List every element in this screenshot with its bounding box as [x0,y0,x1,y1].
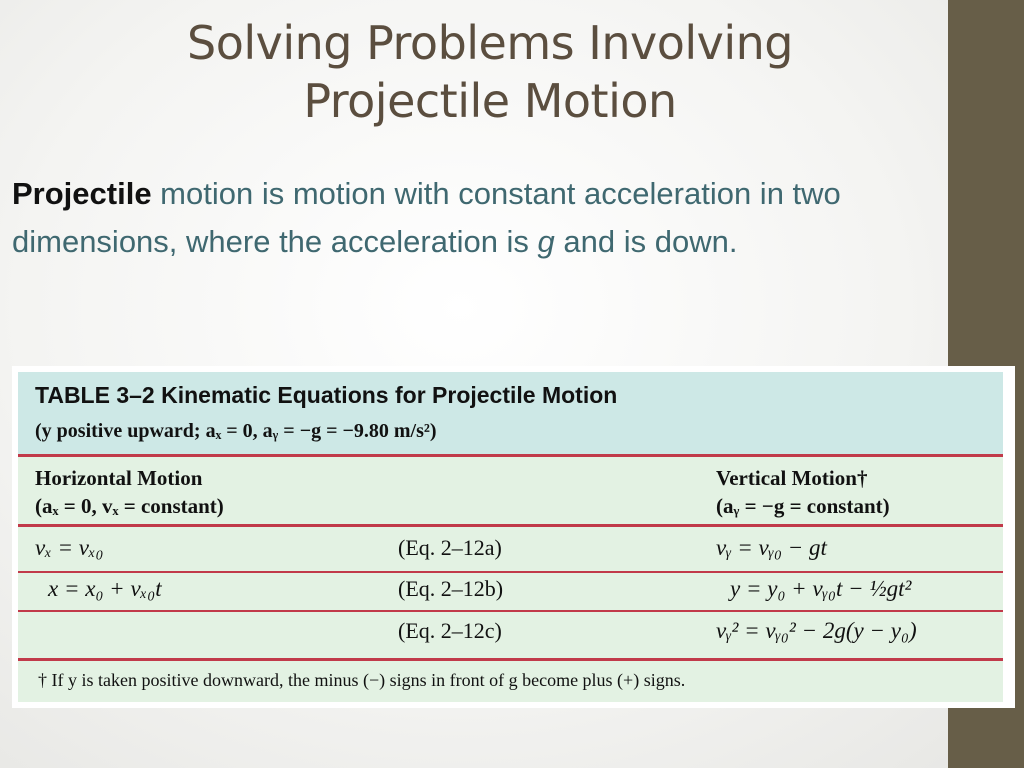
table-row-2-horizontal: x = x₀ + vₓ₀t [48,576,162,601]
table-rule [18,571,1003,573]
paragraph-text-part1: motion is motion with constant acceleration in two dimensions, where the acceleration is [12,176,841,259]
table-rule [18,454,1003,457]
horizontal-heading-text: Horizontal Motion [35,466,203,490]
table-subtitle: (y positive upward; aₓ = 0, aᵧ = −g = −9.80 m/s²) [35,420,437,442]
table-footnote: † If y is taken positive downward, the minus (−) signs in front of g become plus (+) signs. [38,670,686,690]
table-row-1-vertical: vᵧ = vᵧ₀ − gt [716,535,827,560]
table-rule [18,658,1003,661]
paragraph-italic-g: g [537,224,555,259]
paragraph-bold-word: Projectile [12,176,152,211]
slide-title-line1: Solving Problems Involving [187,16,793,70]
table-row-2-ref: (Eq. 2–12b) [398,576,504,601]
vertical-motion-heading [716,464,890,520]
table-row-3-ref: (Eq. 2–12c) [398,618,502,643]
slide-title [0,14,980,130]
horizontal-condition-text: (aₓ = 0, vₓ = constant) [35,494,224,518]
paragraph-text-part2: and is down. [554,224,738,259]
horizontal-motion-heading [35,464,224,520]
table-row-2-vertical: y = y₀ + vᵧ₀t − ½gt² [730,576,912,601]
table-row-1-ref: (Eq. 2–12a) [398,535,502,560]
slide-paragraph [12,170,962,266]
vertical-condition-text: (aᵧ = −g = constant) [716,494,890,518]
table-rule [18,524,1003,527]
slide-title-line2: Projectile Motion [303,74,677,128]
kinematics-table-figure [12,366,1015,708]
vertical-heading-text: Vertical Motion† [716,466,868,490]
table-row-3-vertical: vᵧ² = vᵧ₀² − 2g(y − y₀) [716,618,917,643]
table-rule [18,610,1003,612]
table-row-1-horizontal: vₓ = vₓ₀ [35,535,104,560]
table-title: TABLE 3–2 Kinematic Equations for Projectile Motion [35,382,618,408]
table-header [18,372,1003,454]
kinematics-table [18,372,1003,702]
